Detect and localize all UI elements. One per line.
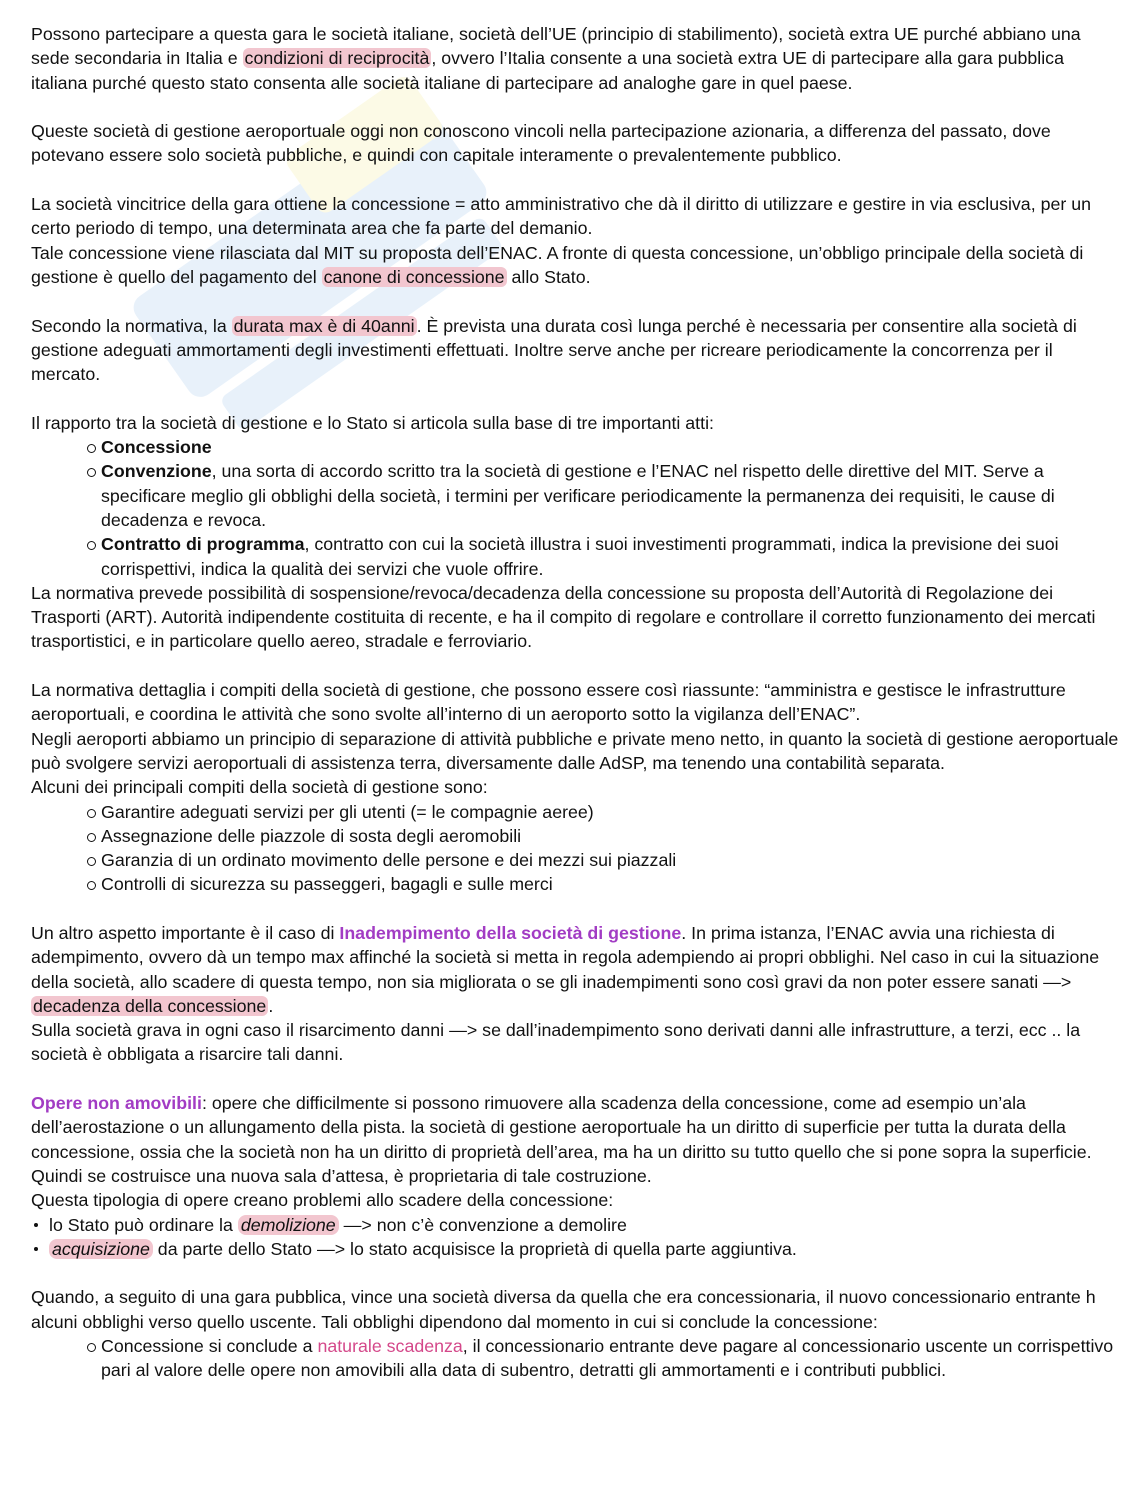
heading-opere-non-amovibili: Opere non amovibili	[31, 1093, 202, 1114]
heading-inadempimento: Inadempimento della società di gestione	[339, 922, 682, 943]
highlight-acquisizione: acquisizione	[49, 1239, 153, 1259]
paragraph-separazione: Negli aeroporti abbiamo un principio di separazione di attività pubbliche e private meno netto, in quanto la società di gestione aeroportuale può svolgere servizi aeroportuali di assistenza terra, diversamente dalle AdSP, ma tenendo una contabilità separata.	[31, 728, 1119, 773]
list-item: Garantire adeguati servizi per gli utenti (= le compagnie aeree)	[87, 800, 1121, 824]
paragraph-vincoli: Queste società di gestione aeroportuale oggi non conoscono vincoli nella partecipazione azionaria, a differenza del passato, dove potevano essere solo società pubbliche, e quindi con capitale interamente o prevalentemente pubblico.	[31, 121, 1051, 166]
paragraph-canone: Tale concessione viene rilasciata dal MIT su proposta dell’ENAC. A fronte di questa concessione, un’obbligo principale della società di gestione è quello del pagamento del canone di concessione allo Stato.	[31, 242, 1084, 287]
paragraph-concessione: La società vincitrice della gara ottiene la concessione = atto amministrativo che dà il diritto di utilizzare e gestire in via esclusiva, per un certo periodo di tempo, una determinata area che fa parte del demanio.	[31, 194, 1091, 239]
paragraph-art: La normativa prevede possibilità di sospensione/revoca/decadenza della concessione su proposta dell’Autorità di Regolazione dei Trasporti (ART). Autorità indipendente costituita di recente, e ha il compito di regolare e controllare il corretto funzionamento dei mercati trasportistici, e in particolare quello aereo, stradale e ferroviario.	[31, 582, 1096, 652]
paragraph-partecipazione: Possono partecipare a questa gara le società italiane, società dell’UE (principio di stabilimento), società extra UE purché abbiano una sede secondaria in Italia e condizioni di reciprocità , ovvero l’Italia consente a una società extra UE di partecipare alla gara pubblica italiana purché questo stato consenta alle società italiane di partecipare ad analoghe gare in quel paese.	[31, 24, 1081, 93]
subentro-list	[31, 1334, 1121, 1383]
paragraph-risarcimento: Sulla società grava in ogni caso il risarcimento danni —> se dall’inadempimento sono derivati danni alle infrastrutture, a terzi, ecc .. la società è obbligata a risarcire tali danni.	[31, 1020, 1081, 1065]
paragraph-subentro: Quando, a seguito di una gara pubblica, vince una società diversa da quella che era concessionaria, il nuovo concessionario entrante h alcuni obblighi verso quello uscente. Tali obblighi dipendono dal momento in cui si conclude la concessione:	[31, 1287, 1096, 1332]
term-naturale-scadenza: naturale scadenza	[317, 1336, 463, 1357]
highlight-durata: durata max è di 40anni	[233, 315, 415, 336]
list-item: Concessione si conclude a naturale scadenza, il concessionario entrante deve pagare al concessionario uscente un corrispettivo pari al valore delle opere non amovibili alla data di subentro, detratti gli ammortamenti e i contributi pubblici.	[87, 1334, 1121, 1383]
compiti-list	[31, 800, 1121, 897]
list-item: Concessione	[87, 435, 1121, 459]
list-item: Controlli di sicurezza su passeggeri, bagagli e sulle merci	[87, 872, 1121, 896]
list-item: Garanzia di un ordinato movimento delle persone e dei mezzi sui piazzali	[87, 848, 1121, 872]
paragraph-opere: Opere non amovibili: opere che difficilmente si possono rimuovere alla scadenza della concessione, come ad esempio un’ala dell’aerostazione o un allungamento della pista. la società di gestione aeroportuale ha un diritto di superficie per tutta la durata della concessione, ossia che la società non ha un diritto di proprietà dell’area, ma ha un diritto su tutto quello che si pone sopra la superficie. Quindi se costruisce una nuova sala d’attesa, è proprietaria di tale costruzione.	[31, 1093, 1092, 1186]
list-item: Assegnazione delle piazzole di sosta degli aeromobili	[87, 824, 1121, 848]
paragraph-opere-problemi: Questa tipologia di opere creano problemi allo scadere della concessione:	[31, 1190, 614, 1211]
list-item: Convenzione, una sorta di accordo scritto tra la società di gestione e l’ENAC nel rispetto delle direttive del MIT. Serve a specificare meglio gli obblighi della società, i termini per verificare periodicamente la permanenza dei requisiti, le cause di decadenza e revoca.	[87, 459, 1121, 532]
paragraph-rapporto-intro: Il rapporto tra la società di gestione e lo Stato si articola sulla base di tre importanti atti:	[31, 412, 714, 433]
highlight-reciprocita: condizioni di reciprocità	[244, 48, 430, 69]
paragraph-compiti-intro: Alcuni dei principali compiti della società di gestione sono:	[31, 777, 488, 798]
paragraph-durata: Secondo la normativa, la durata max è di 40anni . È prevista una durata così lunga perché è necessaria per consentire alla società di gestione adeguati ammortamenti degli investimenti effettuati. Inoltre serve anche per ricreare periodicamente la concorrenza per il mercato.	[31, 315, 1077, 385]
paragraph-inadempimento: Un altro aspetto importante è il caso di Inadempimento della società di gestione. In prima istanza, l’ENAC avvia una richiesta di adempimento, ovvero dà un tempo max affinché la società si metta in regola adempiendo ai propri obblighi. Nel caso in cui la situazione della società, allo scadere di questa tempo, non sia migliorata o se gli inadempimenti sono così gravi da non poter essere sanati —> decadenza della concessione .	[31, 922, 1100, 1016]
list-item: acquisizione da parte dello Stato —> lo stato acquisisce la proprietà di quella parte aggiuntiva.	[31, 1237, 1121, 1261]
paragraph-compiti: La normativa dettaglia i compiti della società di gestione, che possono essere così riassunte: “amministra e gestisce le infrastrutture aeroportuali, e coordina le attività che sono svolte all’interno di un aeroporto sotto la vigilanza dell’ENAC”.	[31, 680, 1066, 725]
highlight-canone: canone di concessione	[323, 266, 505, 287]
atti-list	[31, 435, 1121, 581]
opere-list	[31, 1213, 1121, 1262]
list-item: lo Stato può ordinare la demolizione —> non c’è convenzione a demolire	[31, 1213, 1121, 1237]
highlight-decadenza: decadenza della concessione	[33, 995, 267, 1016]
highlight-demolizione: demolizione	[238, 1215, 339, 1235]
document-page	[31, 22, 1121, 1383]
list-item: Contratto di programma, contratto con cui la società illustra i suoi investimenti programmati, indica la previsione dei suoi corrispettivi, indica la qualità dei servizi che vuole offrire.	[87, 532, 1121, 581]
